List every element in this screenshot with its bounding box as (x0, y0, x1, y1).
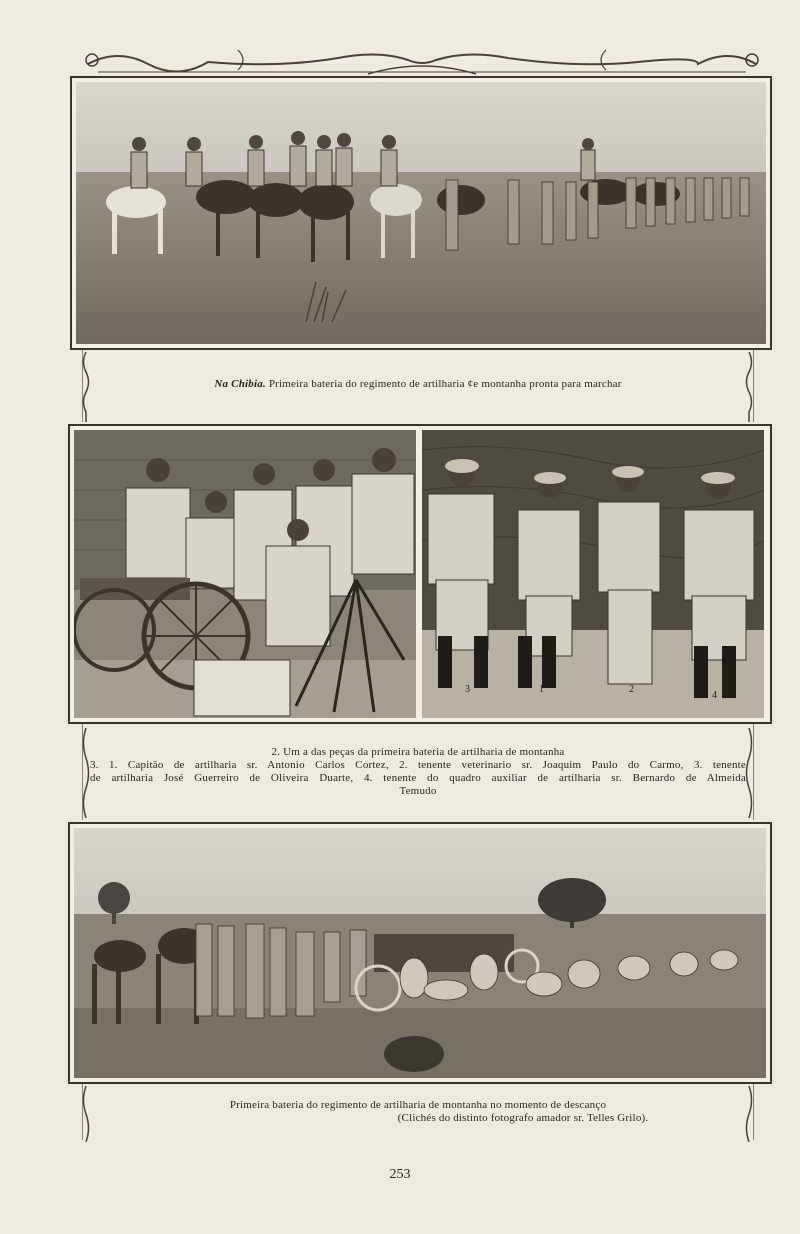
caption-bottom (90, 1099, 746, 1125)
right-ornament-1 (744, 352, 754, 422)
caption-top-text: Primeira bateria do regimento de artilharia ¢e montanha pronta para marchar (265, 378, 622, 390)
right-ornament-3 (744, 1086, 754, 1142)
officer-label-4: 4 (712, 690, 717, 701)
right-ornament-2 (744, 728, 754, 818)
page-number: 253 (389, 1167, 411, 1182)
left-ornament-1 (81, 352, 91, 422)
photo-battery-resting-image (74, 828, 766, 1078)
caption-top-location: Na Chibia. (214, 378, 266, 390)
photo-mounted-battery (70, 76, 772, 350)
photo-artillery-piece (74, 430, 416, 718)
caption-bottom-line-1: Primeira bateria do regimento de artilharia de montanha no momento de descanço (229, 1099, 607, 1111)
officer-label-2: 2 (629, 684, 634, 695)
left-ornament-3 (81, 1086, 91, 1142)
caption-middle-line-2: 3. 1. Capitão de artilharia sr. Antonio Carlos Cortez, 2. tenente veterinario sr. Joaquim Paulo do Carmo, 3. tenente (90, 759, 746, 771)
caption-bottom-line-2: (Clichés do distinto fotografo amador sr. Telles Grilo). (397, 1112, 649, 1124)
photo-battery-resting (68, 822, 772, 1084)
officer-label-3: 3 (465, 684, 470, 695)
photo-officers (422, 430, 764, 718)
photo-mounted-battery-image (76, 82, 766, 344)
left-ornament-2 (81, 728, 91, 818)
caption-top (90, 378, 746, 391)
photo-frame-middle (68, 424, 772, 724)
caption-middle-line-4: Temudo (399, 785, 437, 797)
officer-label-1: 1 (539, 684, 544, 695)
caption-middle-line-1: 2. Um a das peças da primeira bateria de artilharia de montanha (271, 746, 565, 758)
caption-middle (90, 746, 746, 798)
caption-middle-line-3: de artilharia José Guerreiro de Oliveira Duarte, 4. tenente do quadro auxiliar de artilharia sr. Bernardo de Almeida (90, 772, 746, 784)
